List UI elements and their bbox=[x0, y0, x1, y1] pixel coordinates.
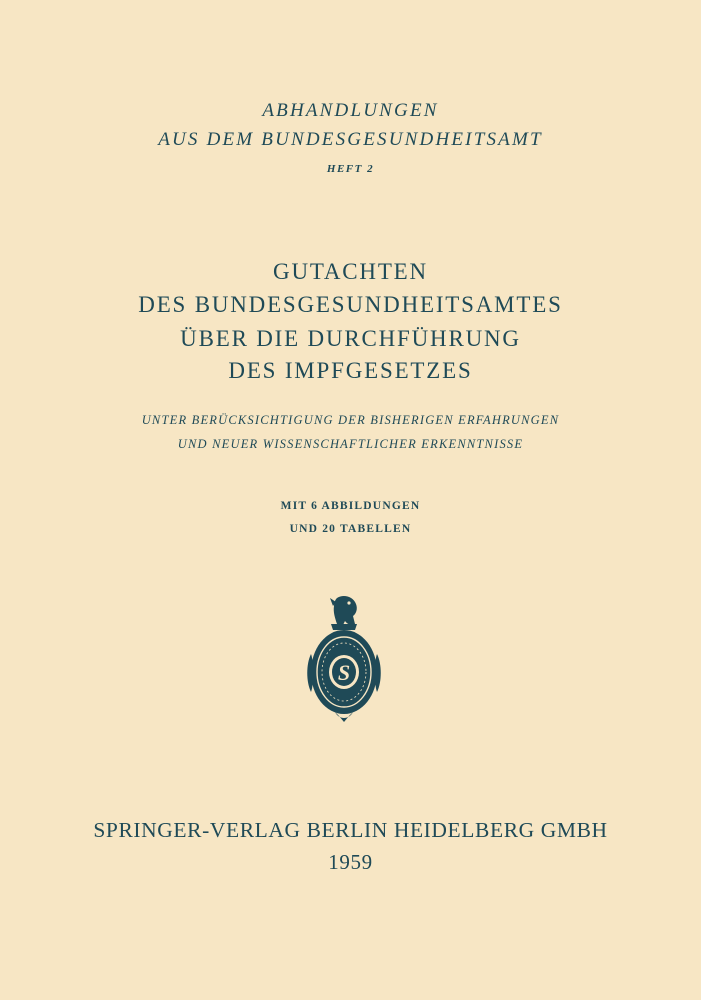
publication-year: 1959 bbox=[328, 850, 373, 874]
details-line-2: UND 20 TABELLEN bbox=[289, 523, 412, 535]
series-title-line-2: AUS DEM BUNDESGESUNDHEITSAMT bbox=[158, 129, 543, 150]
springer-knight-emblem-icon bbox=[307, 594, 381, 724]
publisher-name: SPRINGER-VERLAG BERLIN HEIDELBERG GMBH bbox=[93, 818, 608, 842]
emblem-letter: S bbox=[337, 660, 351, 685]
details-line-1: MIT 6 ABBILDUNGEN bbox=[280, 500, 421, 512]
book-title-line-2: DES BUNDESGESUNDHEITSAMTES bbox=[138, 292, 563, 317]
subtitle-line-1: UNTER BERÜCKSICHTIGUNG DER BISHERIGEN ERFAHRUNGEN bbox=[141, 413, 560, 427]
series-title-line-1: ABHANDLUNGEN bbox=[262, 100, 439, 121]
book-title-line-4: DES IMPFGESETZES bbox=[228, 358, 473, 383]
series-issue: HEFT 2 bbox=[326, 163, 375, 175]
book-title-line-1: GUTACHTEN bbox=[273, 259, 428, 284]
subtitle-line-2: UND NEUER WISSENSCHAFTLICHER ERKENNTNISSE bbox=[177, 437, 524, 451]
book-title-line-3: ÜBER DIE DURCHFÜHRUNG bbox=[180, 326, 521, 351]
